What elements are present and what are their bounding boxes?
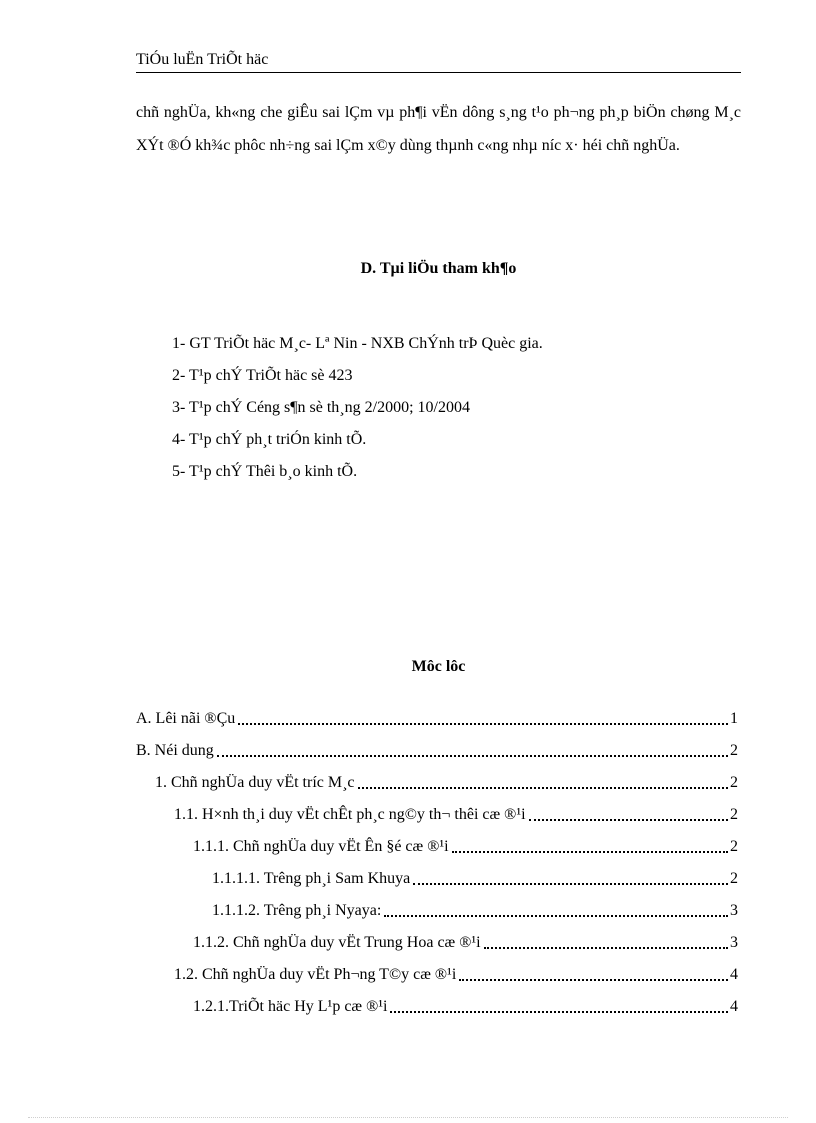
toc-entry[interactable] bbox=[174, 803, 738, 825]
toc-entry-page: 2 bbox=[730, 806, 738, 823]
page-header bbox=[136, 50, 741, 73]
toc-leader-dots bbox=[217, 755, 728, 757]
toc-entry-label: B. Néi dung bbox=[136, 742, 214, 759]
toc-entry[interactable] bbox=[136, 707, 738, 729]
toc-entry[interactable] bbox=[212, 867, 738, 889]
toc-entry-page: 2 bbox=[730, 870, 738, 887]
reference-item: 4- T¹p chÝ ph¸t triÓn kinh tÕ. bbox=[172, 431, 367, 448]
toc-entry[interactable] bbox=[212, 899, 738, 921]
toc-entry[interactable] bbox=[136, 739, 738, 761]
toc-entry-page: 1 bbox=[730, 710, 738, 727]
toc-leader-dots bbox=[529, 819, 728, 821]
body-paragraph: chñ nghÜa, kh«ng che giÊu sai lÇm vµ ph¶i vËn dông s¸ng t¹o ph¬ng ph¸p biÖn chøng M¸c XÝt ®Ó kh¾c phôc nh÷ng sai lÇm x©y dùng thµnh c«ng nhµ níc x· héi chñ nghÜa. bbox=[136, 104, 741, 154]
toc-entry-label: A. Lêi nãi ®Çu bbox=[136, 710, 236, 727]
toc-entry[interactable] bbox=[193, 995, 738, 1017]
toc-leader-dots bbox=[459, 979, 728, 981]
toc-entry-page: 2 bbox=[730, 838, 738, 855]
toc-entry-label: 1.2. Chñ nghÜa duy vËt Ph¬ng T©y cæ ®¹i bbox=[174, 966, 457, 983]
toc-entry-page: 4 bbox=[730, 966, 738, 983]
toc-entry-label: 1.1.1.1. Trêng ph¸i Sam Khuya bbox=[212, 870, 411, 887]
header-title: TiÓu luËn TriÕt häc bbox=[136, 51, 269, 68]
toc-entry-page: 2 bbox=[730, 742, 738, 759]
toc-entry-label: 1.2.1.TriÕt häc Hy L¹p cæ ®¹i bbox=[193, 998, 388, 1015]
references-heading: D. Tµi liÖu tham kh¶o bbox=[360, 260, 517, 277]
reference-item: 5- T¹p chÝ Thêi b¸o kinh tÕ. bbox=[172, 463, 358, 480]
toc-entry-page: 4 bbox=[730, 998, 738, 1015]
toc-entry[interactable] bbox=[193, 835, 738, 857]
toc-leader-dots bbox=[358, 787, 728, 789]
page-bottom-divider bbox=[28, 1117, 788, 1118]
toc-entry-label: 1. Chñ nghÜa duy vËt tríc M¸c bbox=[155, 774, 355, 791]
toc-entry-page: 2 bbox=[730, 774, 738, 791]
reference-item: 3- T¹p chÝ Céng s¶n sè th¸ng 2/2000; 10/2004 bbox=[172, 399, 470, 416]
toc-entry-label: 1.1.2. Chñ nghÜa duy vËt Trung Hoa cæ ®¹i bbox=[193, 934, 481, 951]
toc-entry[interactable] bbox=[193, 931, 738, 953]
toc-leader-dots bbox=[484, 947, 728, 949]
toc-entry-label: 1.1.1.2. Trêng ph¸i Nyaya: bbox=[212, 902, 382, 919]
toc-entry[interactable] bbox=[174, 963, 738, 985]
toc-heading: Môc lôc bbox=[411, 658, 466, 675]
toc-leader-dots bbox=[413, 883, 728, 885]
toc-entry[interactable] bbox=[155, 771, 738, 793]
toc-entry-label: 1.1.1. Chñ nghÜa duy vËt Ên §é cæ ®¹i bbox=[193, 838, 449, 855]
toc-leader-dots bbox=[238, 723, 728, 725]
toc-entry-page: 3 bbox=[730, 902, 738, 919]
toc-leader-dots bbox=[390, 1011, 728, 1013]
references-list bbox=[172, 333, 543, 493]
toc-entry-page: 3 bbox=[730, 934, 738, 951]
toc-leader-dots bbox=[384, 915, 728, 917]
toc-leader-dots bbox=[452, 851, 728, 853]
reference-item: 2- T¹p chÝ TriÕt häc sè 423 bbox=[172, 367, 353, 384]
toc-entry-label: 1.1. H×nh th¸i duy vËt chÊt ph¸c ng©y th¬ thêi cæ ®¹i bbox=[174, 806, 526, 823]
reference-item: 1- GT TriÕt häc M¸c- Lª Nin - NXB ChÝnh trÞ Quèc gia. bbox=[172, 335, 543, 352]
